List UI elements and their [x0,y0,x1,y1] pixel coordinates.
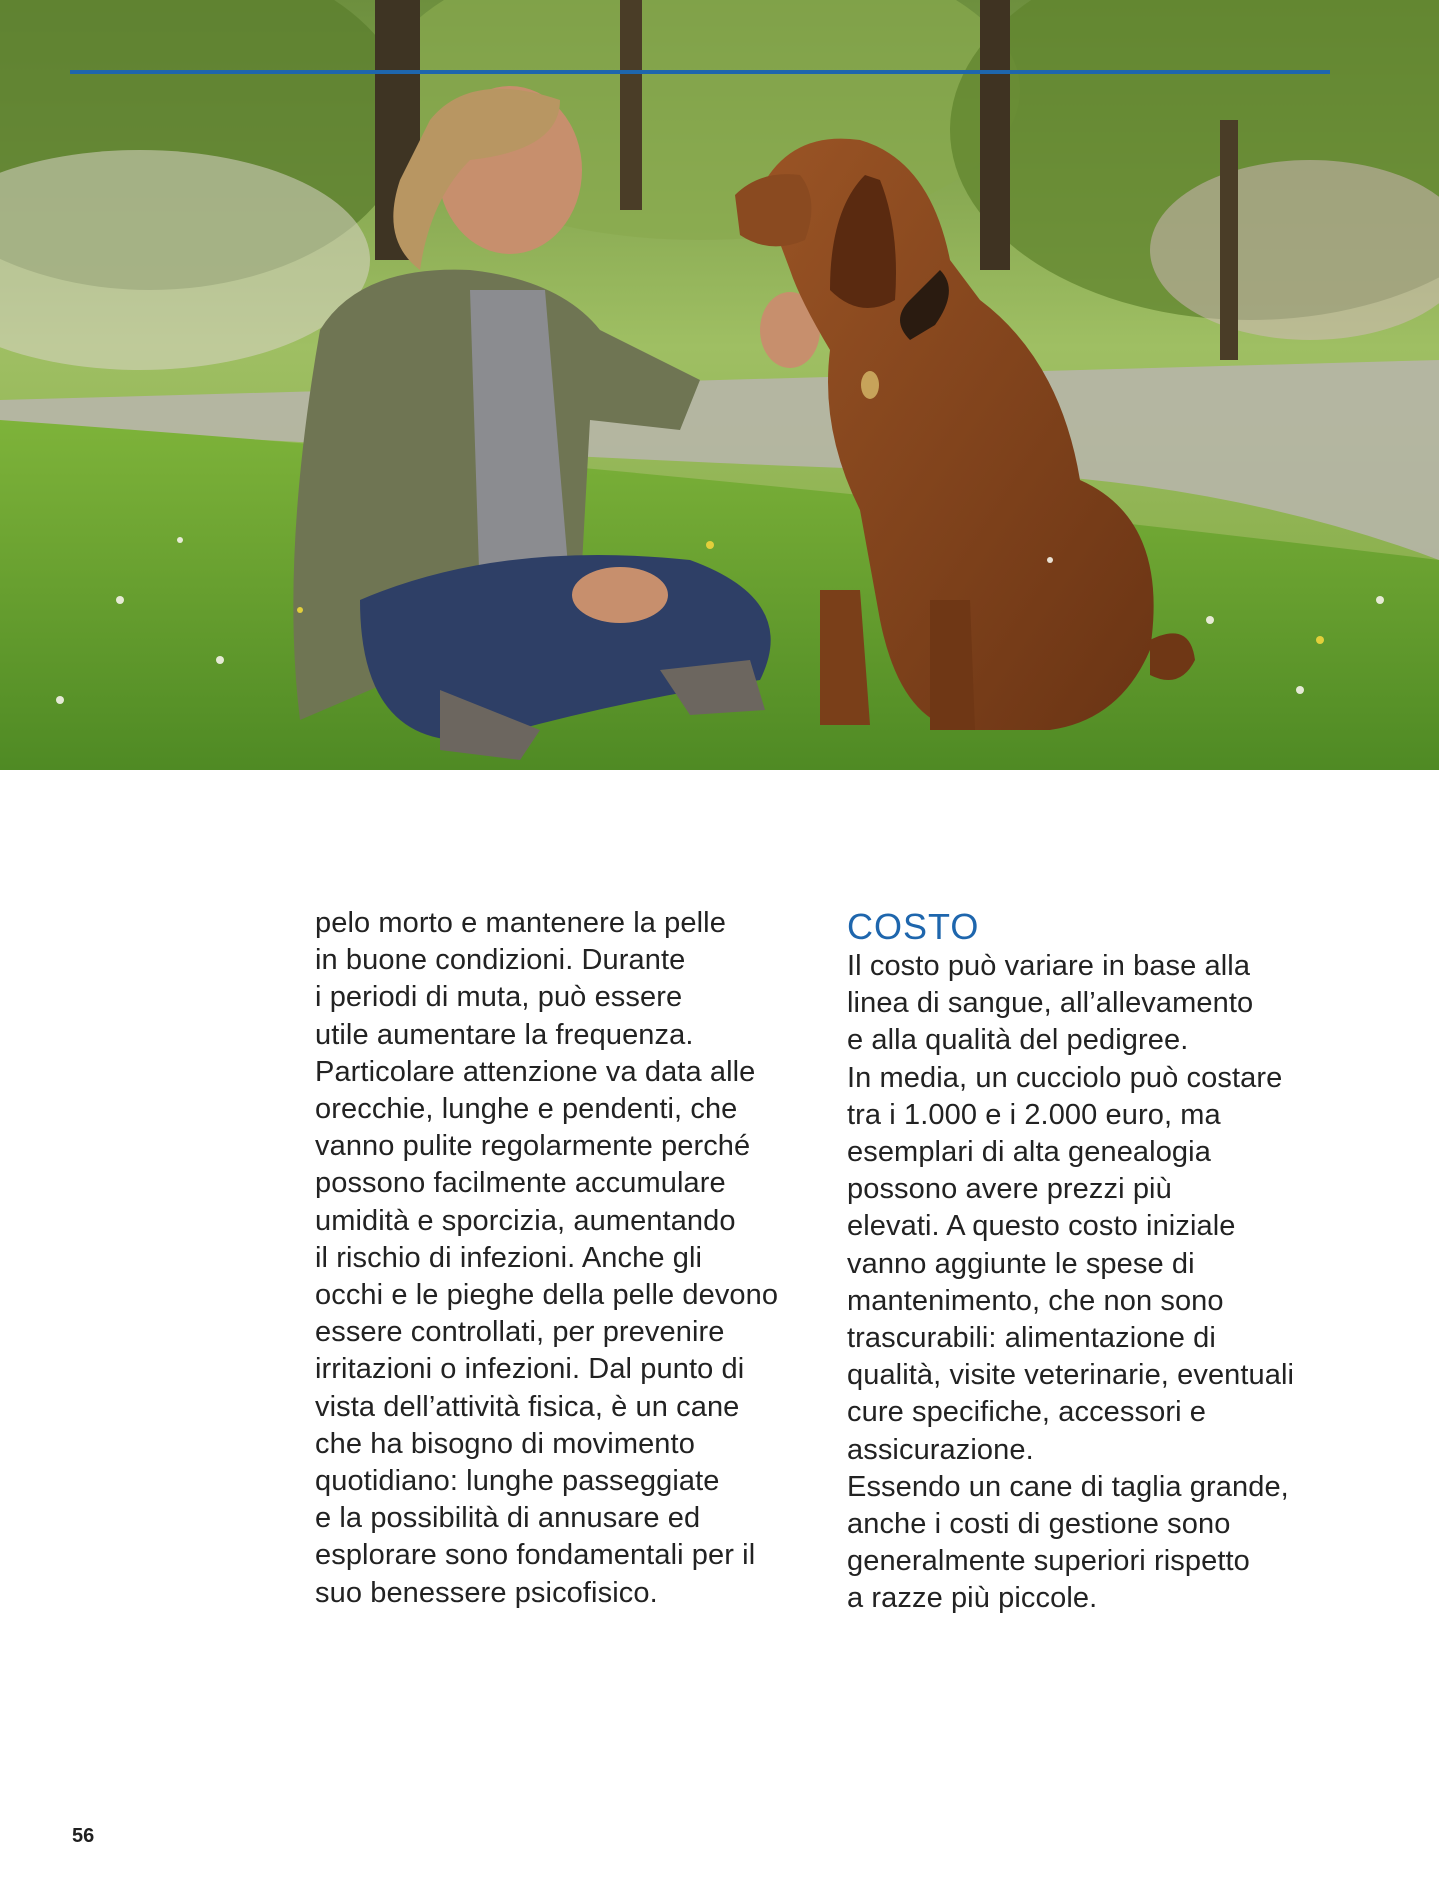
section-heading: COSTO [847,906,980,947]
text-line: vanno pulite regolarmente perché [315,1130,751,1163]
text-line: a razze più piccole. [847,1582,1098,1615]
page-number: 56 [72,1825,95,1847]
text-line: essere controllati, per prevenire [315,1316,725,1349]
text-line: possono avere prezzi più [847,1173,1172,1206]
text-line: umidità e sporcizia, aumentando [315,1204,736,1237]
text-line: cure specifiche, accessori e [847,1396,1207,1429]
right-text-column [847,948,1367,1618]
text-line: irritazioni o infezioni. Dal punto di [315,1353,745,1386]
header-rule [70,70,1330,74]
hero-photo [0,0,1439,770]
text-line: utile aumentare la frequenza. [315,1018,694,1051]
text-line: suo benessere psicofisico. [315,1576,658,1609]
text-line: vista dell’attività fisica, è un cane [315,1390,740,1423]
text-line: qualità, visite veterinarie, eventuali [847,1359,1295,1392]
text-line: Essendo un cane di taglia grande, [847,1470,1289,1503]
text-line: pelo morto e mantenere la pelle [315,907,726,939]
text-line: linea di sangue, all’allevamento [847,987,1254,1020]
text-line: assicurazione. [847,1433,1034,1466]
left-text-column [315,905,815,1612]
text-line: e alla qualità del pedigree. [847,1024,1189,1057]
text-line: orecchie, lunghe e pendenti, che [315,1093,738,1126]
text-line: anche i costi di gestione sono [847,1508,1231,1541]
text-line: e la possibilità di annusare ed [315,1502,701,1535]
text-line: mantenimento, che non sono [847,1284,1224,1317]
text-line: tra i 1.000 e i 2.000 euro, ma [847,1098,1221,1131]
park-photo-illustration [0,0,1439,770]
text-line: esemplari di alta genealogia [847,1136,1211,1169]
text-line: in buone condizioni. Durante [315,944,686,977]
text-line: Il costo può variare in base alla [847,950,1251,982]
text-line: trascurabili: alimentazione di [847,1322,1216,1355]
text-line: i periodi di muta, può essere [315,981,683,1014]
text-line: il rischio di infezioni. Anche gli [315,1241,703,1274]
text-line: esplorare sono fondamentali per il [315,1539,756,1572]
text-line: generalmente superiori rispetto [847,1545,1250,1578]
text-line: elevati. A questo costo iniziale [847,1210,1236,1243]
text-line: Particolare attenzione va data alle [315,1055,756,1088]
text-line: vanno aggiunte le spese di [847,1247,1195,1280]
text-line: possono facilmente accumulare [315,1167,726,1200]
text-line: occhi e le pieghe della pelle devono [315,1279,779,1312]
text-line: quotidiano: lunghe passeggiate [315,1465,720,1498]
text-line: In media, un cucciolo può costare [847,1061,1283,1094]
text-line: che ha bisogno di movimento [315,1427,695,1460]
